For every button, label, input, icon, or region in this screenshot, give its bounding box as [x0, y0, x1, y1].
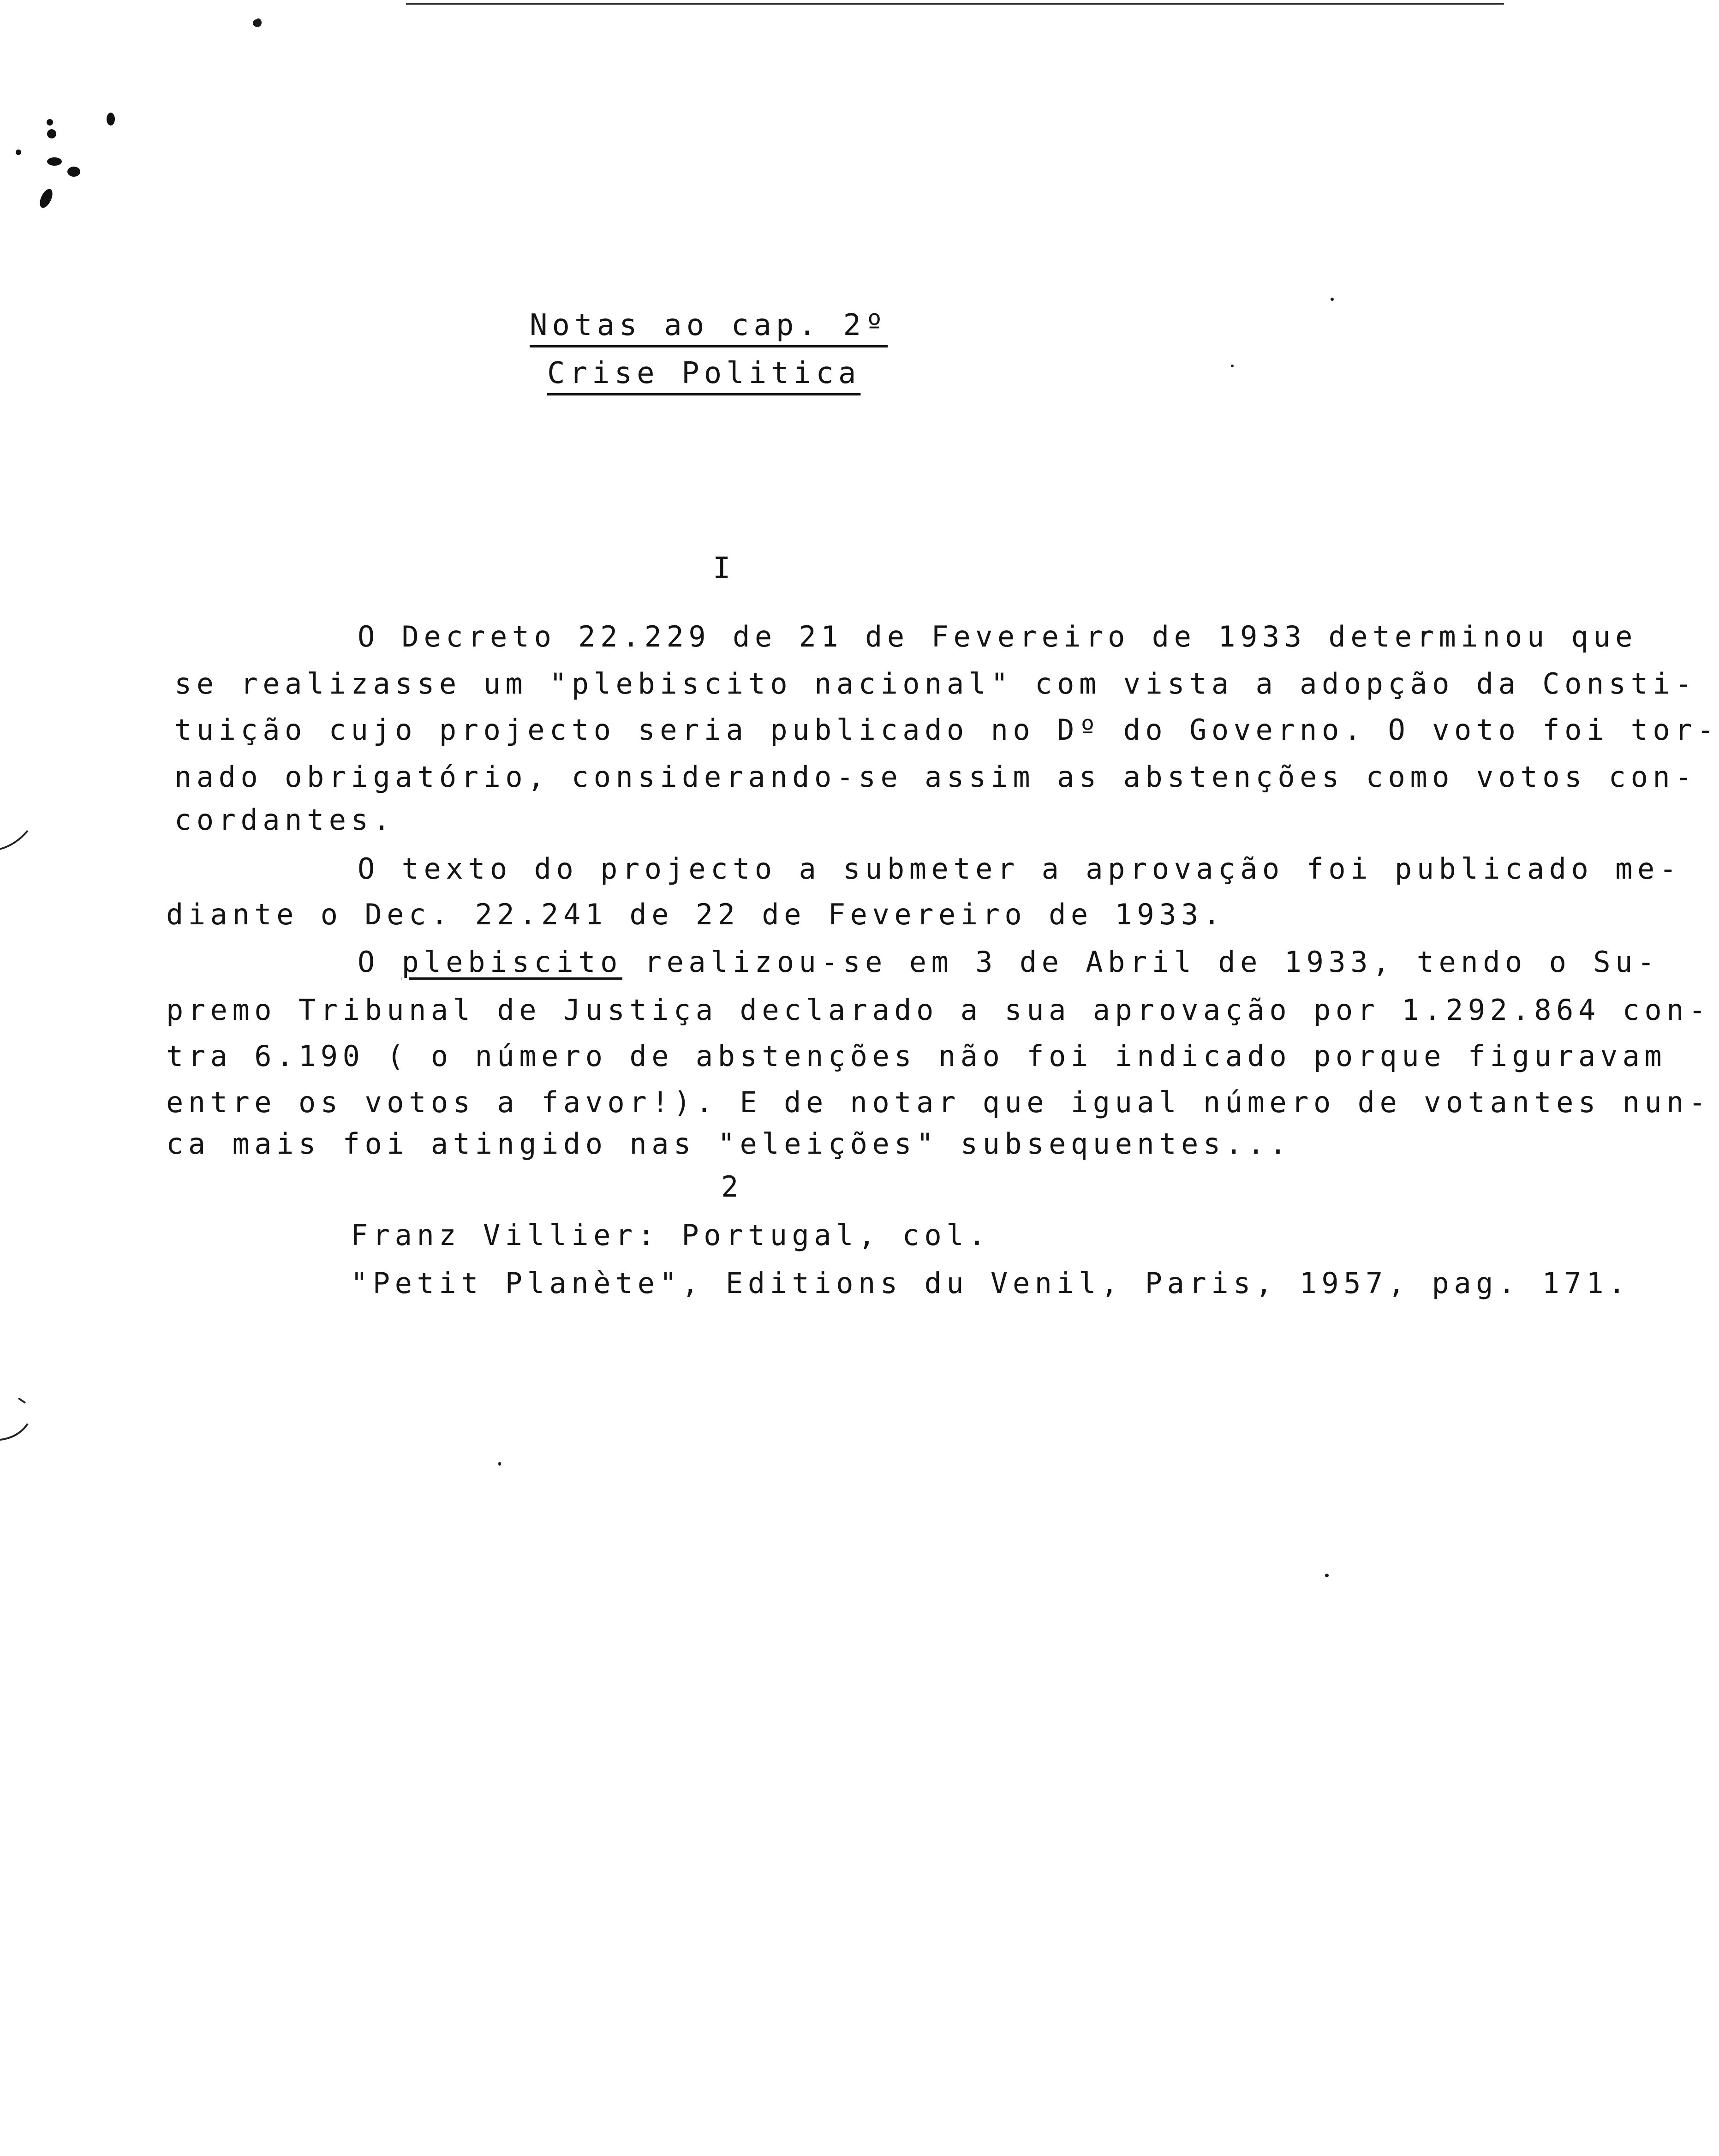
margin-mark [0, 826, 32, 854]
paragraph3-line-start: O [358, 945, 402, 979]
paragraph1-line: O Decreto 22.229 de 21 de Fevereiro de 1933 determinou que [358, 620, 1637, 653]
ink-speck [498, 1462, 501, 1466]
ink-speck [1325, 1574, 1329, 1577]
paragraph2-line: O texto do projecto a submeter a aprovação foi publicado me- [358, 852, 1682, 886]
paragraph1-line: cordantes. [174, 803, 395, 837]
paragraph3-line [358, 945, 1659, 979]
footnote-number: 2 [721, 1170, 739, 1204]
paragraph1-line: se realizasse um "plebiscito nacional" com vista a adopção da Consti- [174, 667, 1697, 701]
paragraph3-line: tra 6.190 ( o número de abstenções não foi indicado porque figuravam [166, 1039, 1667, 1073]
ink-specks [0, 0, 138, 231]
paragraph3-line: ca mais foi atingido nas "eleições" subsequentes... [166, 1127, 1292, 1161]
ink-speck [1231, 365, 1234, 367]
paragraph2-line: diante o Dec. 22.241 de 22 de Fevereiro de 1933. [166, 898, 1225, 931]
paragraph3-line-end: realizou-se em 3 de Abril de 1933, tendo o Su- [622, 945, 1659, 979]
notes-title: Notas ao cap. 2º [530, 308, 888, 342]
margin-mark [0, 1394, 32, 1444]
ink-speck [255, 18, 262, 27]
footnote-line: Franz Villier: Portugal, col. [351, 1218, 991, 1252]
paragraph1-line: nado obrigatório, considerando-se assim as abstenções como votos con- [174, 760, 1697, 794]
section-number: I [713, 551, 731, 586]
footnote-line: "Petit Planète", Editions du Venil, Paris, 1957, pag. 171. [351, 1266, 1630, 1300]
top-rule [406, 3, 1504, 5]
paragraph3-line: entre os votos a favor!). E de notar que igual número de votantes nun- [166, 1085, 1711, 1119]
plebiscito-underlined: plebiscito [401, 945, 622, 979]
paragraph1-line: tuição cujo projecto seria publicado no Dº do Governo. O voto foi tor- [174, 713, 1719, 747]
ink-speck [1331, 298, 1334, 301]
notes-subtitle: Crise Politica [547, 356, 861, 390]
paragraph3-line: premo Tribunal de Justiça declarado a sua aprovação por 1.292.864 con- [166, 993, 1711, 1027]
